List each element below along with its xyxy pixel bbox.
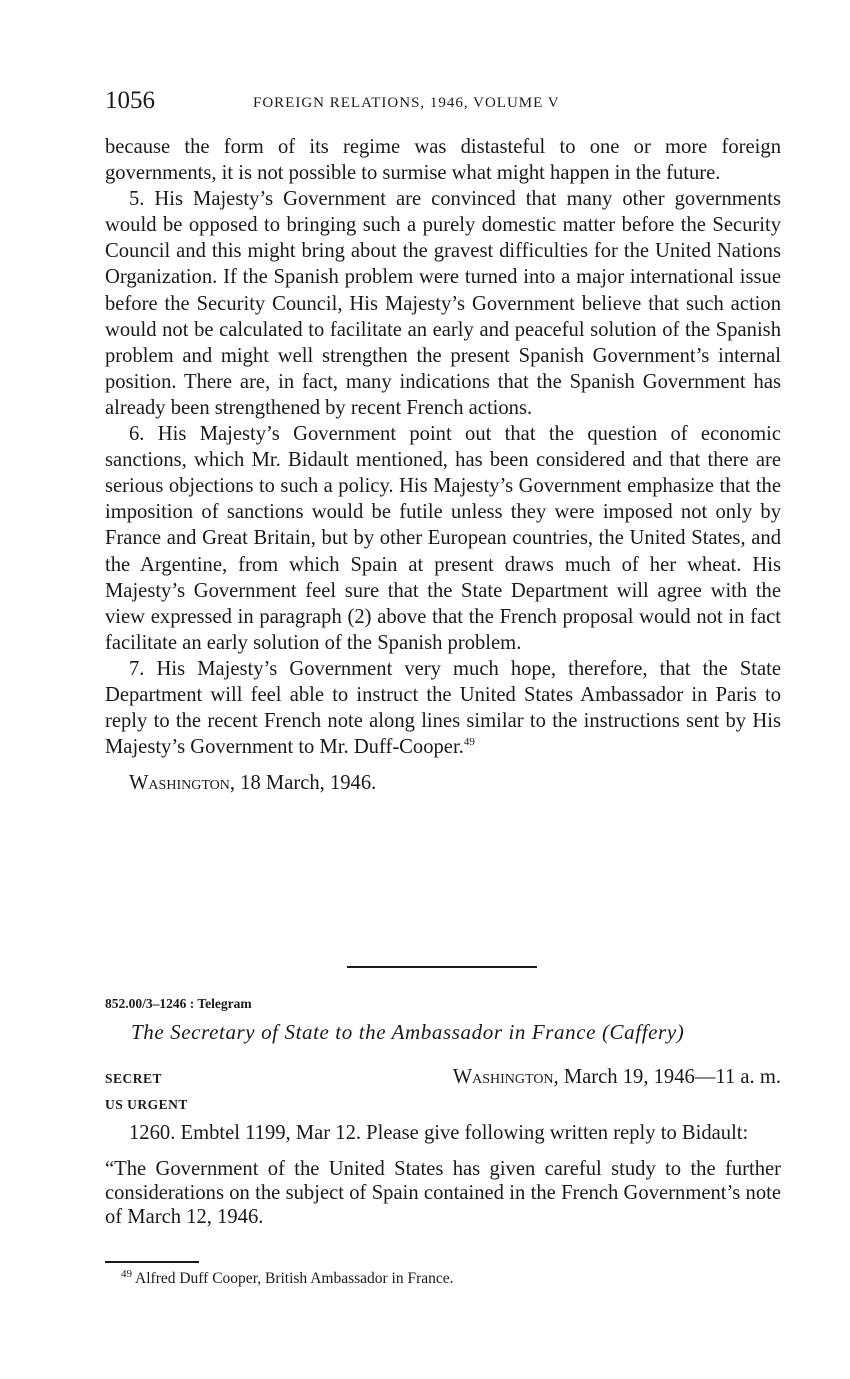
classification-urgent: US URGENT	[105, 1097, 188, 1112]
page-number: 1056	[105, 87, 155, 114]
telegram-body	[105, 1121, 781, 1229]
paragraph-6: 6. His Majesty’s Government point out that the question of economic sanctions, which Mr. Bidault mentioned, has been considered and that there are serious objections to such a policy. His Majesty’s Government emphasize that the imposition of sanctions would be futile unless they were imposed not only by France and Great Britain, but by other European countries, the United States, and the Argentine, from which Spain at present draws much of her wheat. His Majesty’s Government feel sure that the State Department will agree with the view expressed in paragraph (2) above that the French proposal would not in fact facilitate an early solution of the Spanish problem.	[105, 423, 781, 654]
paragraph-continuation: because the form of its regime was distasteful to one or more foreign governments, it is not possible to surmise what might happen in the future.	[105, 136, 781, 185]
footnote-rule	[105, 1261, 199, 1263]
telegram-dateline-time: , March 19, 1946—11 a. m.	[553, 1066, 781, 1088]
document-title: The Secretary of State to the Ambassador in France (Caffery)	[131, 1020, 685, 1044]
telegram-dateline-place: Washington	[452, 1066, 554, 1088]
file-reference: 852.00/3–1246 : Telegram	[105, 996, 252, 1011]
telegram-paragraph-2: “The Government of the United States has given careful study to the further considerations on the subject of Spain contained in the French Government’s note of March 12, 1946.	[105, 1158, 781, 1228]
memorandum-dateline	[105, 770, 781, 796]
footnote-text: Alfred Duff Cooper, British Ambassador in France.	[135, 1270, 454, 1287]
footnote-marker: 49	[121, 1267, 132, 1280]
telegram-dateline	[453, 1064, 781, 1090]
page-header	[105, 86, 781, 120]
dateline-place: Washington	[129, 772, 230, 795]
dateline-date: , 18 March, 1946.	[229, 772, 377, 795]
paragraph-7-text: 7. His Majesty’s Government very much hope, therefore, that the State Department will feel able to instruct the United States Ambassador in Paris to reply to the recent French note along lines similar to the instructions sent by His Majesty’s Government to Mr. Duff-Cooper.	[105, 657, 781, 759]
telegram-paragraph-1: 1260. Embtel 1199, Mar 12. Please give following written reply to Bidault:	[129, 1122, 749, 1144]
footnote-reference: 49	[463, 736, 475, 749]
footnote	[121, 1267, 454, 1288]
running-head: FOREIGN RELATIONS, 1946, VOLUME V	[253, 95, 560, 111]
paragraph-7	[105, 656, 781, 760]
classification-secret: SECRET	[105, 1071, 163, 1086]
section-separator	[347, 966, 537, 968]
paragraph-5: 5. His Majesty’s Government are convinced that many other governments would be opposed to bringing such a purely domestic matter before the Security Council and this might bring about the gravest difficulties for the United Nations Organization. If the Spanish problem were turned into a major international issue before the Security Council, His Majesty’s Government believe that such action would not be calculated to facilitate an early and peaceful solution of the Spanish problem and might well strengthen the present Spanish Government’s internal position. There are, in fact, many indications that the Spanish Government has already been strengthened by recent French actions.	[105, 188, 781, 419]
memorandum-body	[105, 134, 781, 796]
